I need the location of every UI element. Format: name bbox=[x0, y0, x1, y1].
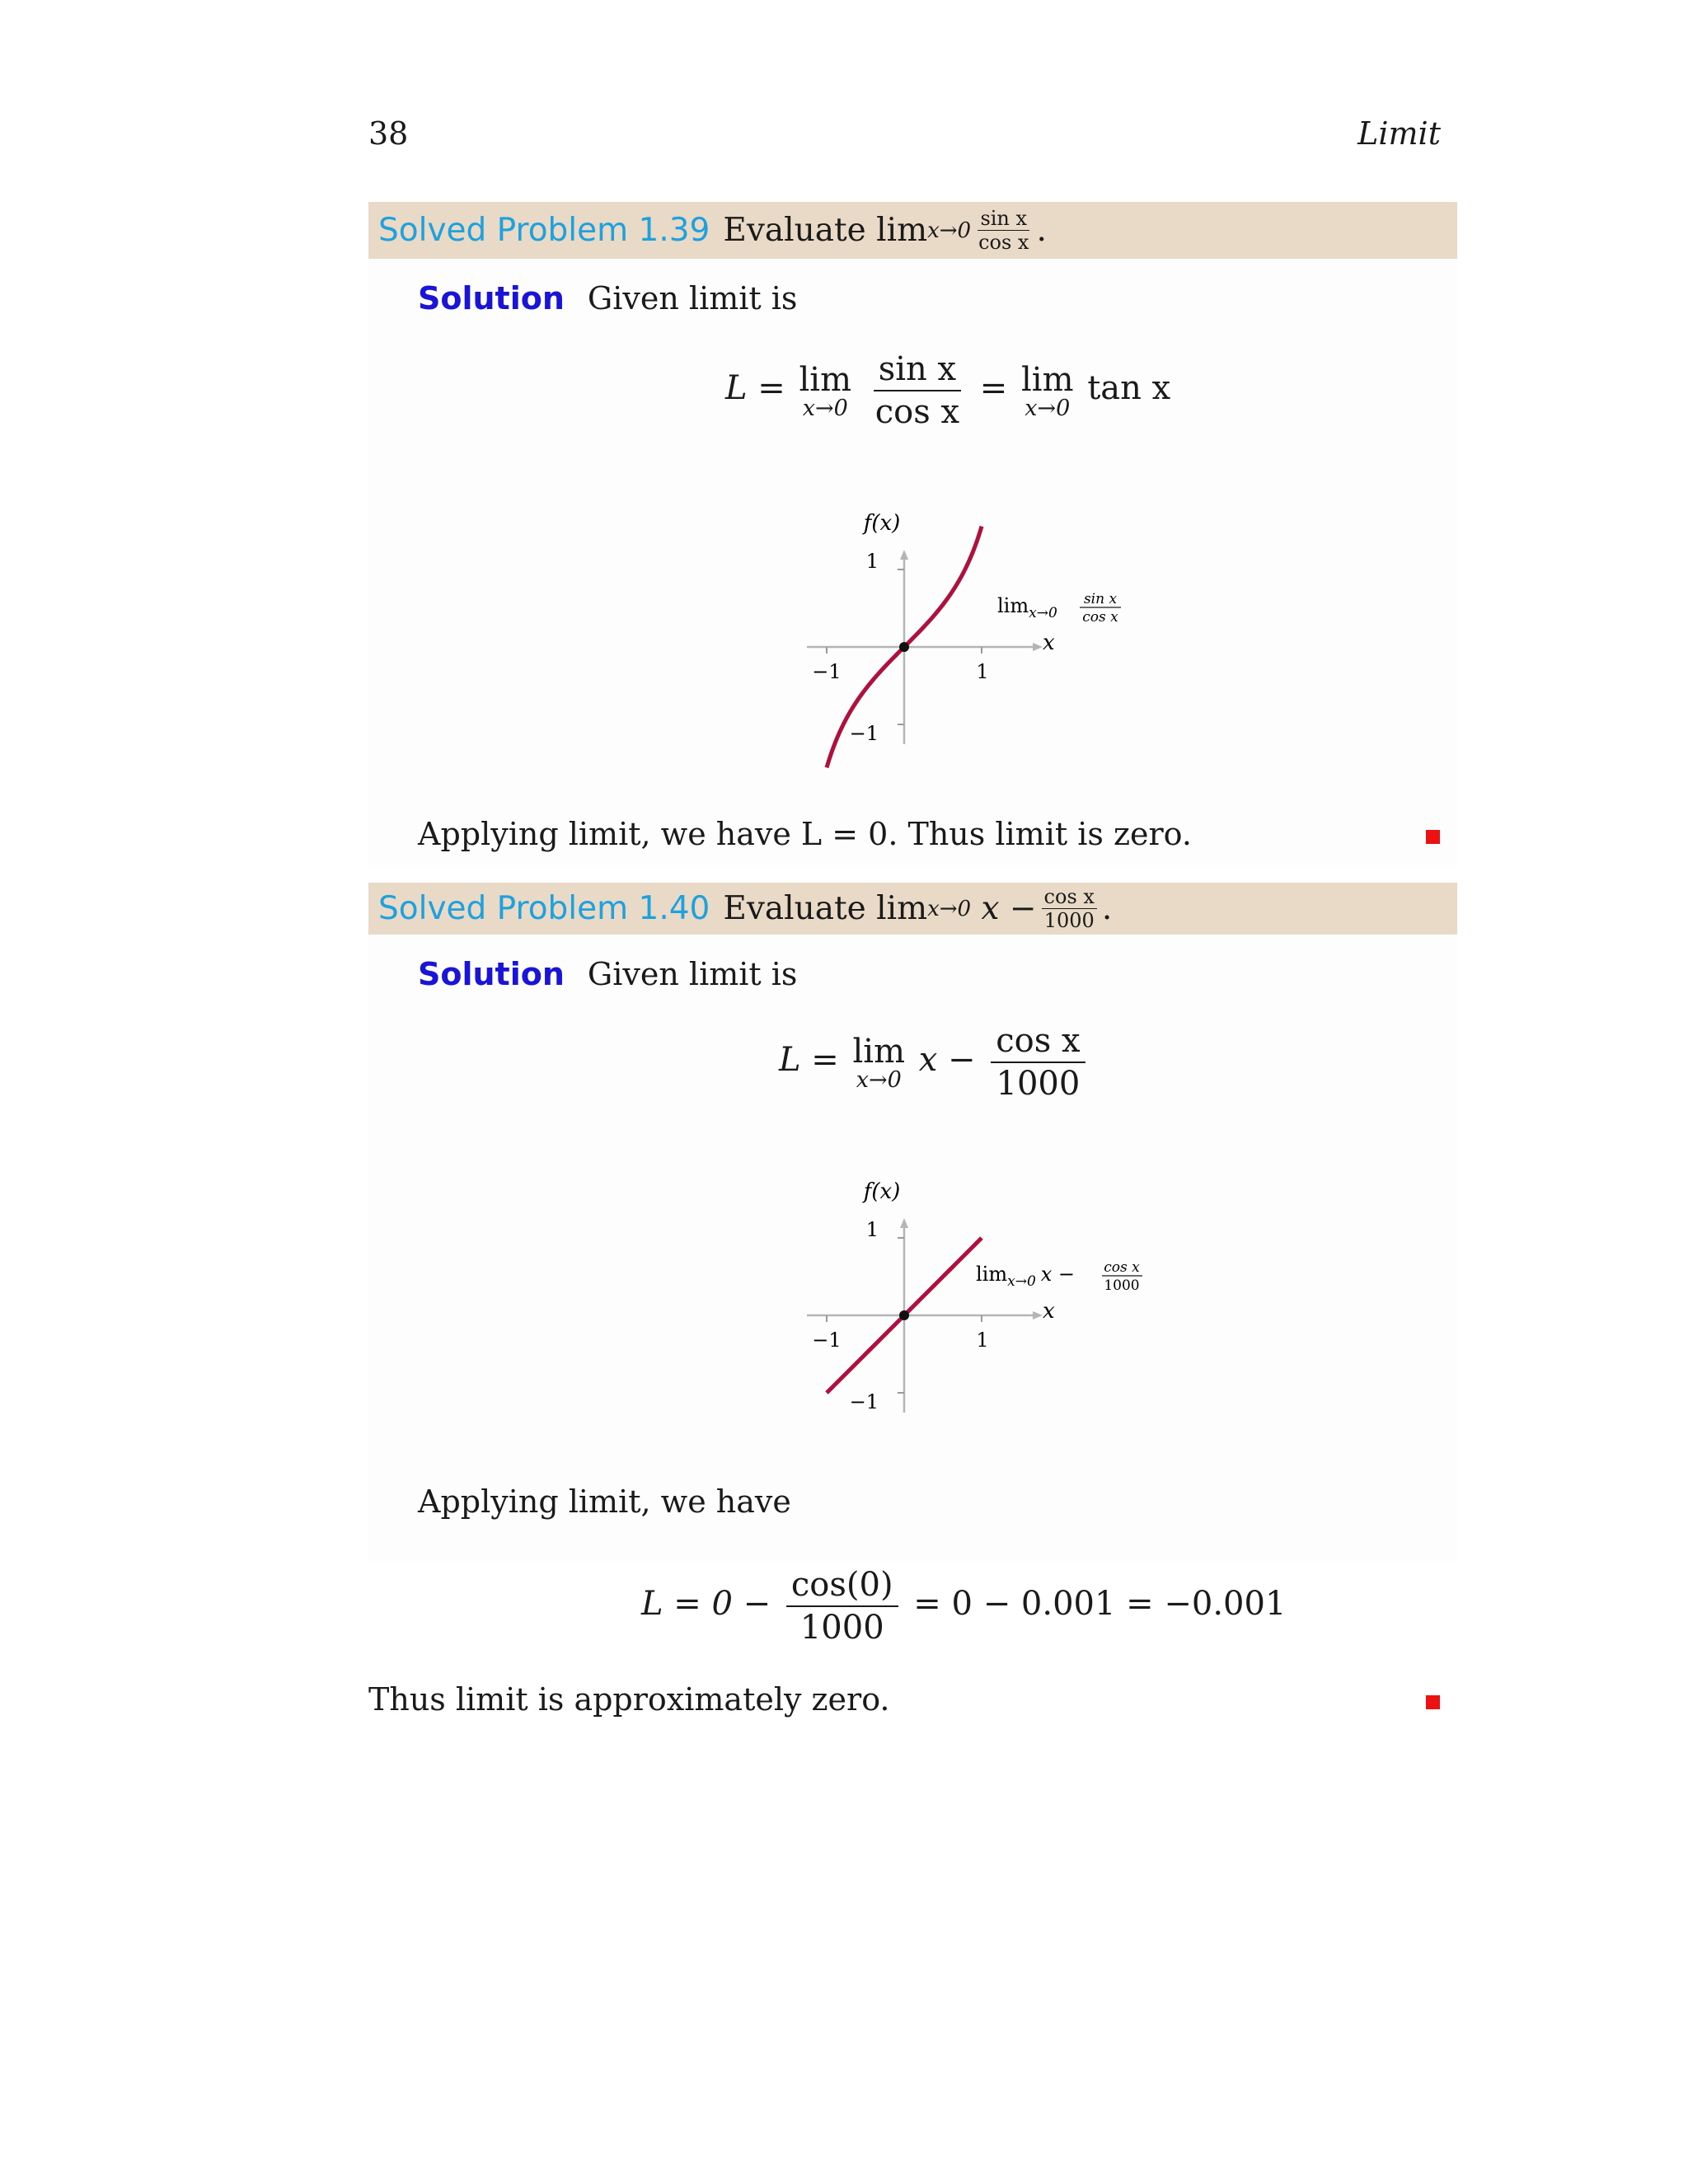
page-number: 38 bbox=[368, 115, 409, 152]
given-text: Given limit is bbox=[587, 280, 798, 316]
solution-label: Solution bbox=[418, 956, 565, 992]
origin-point bbox=[899, 1310, 909, 1320]
x-tick-neg: −1 bbox=[812, 1329, 842, 1352]
problem-prompt: Evaluate bbox=[723, 212, 866, 249]
y-tick-pos: 1 bbox=[865, 550, 879, 573]
eq-equals: = bbox=[979, 369, 1008, 407]
prompt-numerator: sin x bbox=[978, 207, 1029, 231]
x-axis-arrow bbox=[1033, 1311, 1043, 1319]
conclusion-1-39: Applying limit, we have L = 0. Thus limit is zero. bbox=[418, 816, 1192, 852]
eq-rhs-lim: lim x→0 bbox=[1021, 360, 1074, 421]
qed-mark bbox=[1426, 1695, 1440, 1709]
prompt-denominator: 1000 bbox=[1043, 909, 1095, 932]
y-axis-label: f(x) bbox=[863, 1179, 901, 1204]
eq-fraction: $\frac{\text{cos x}}{1000}$ bbox=[991, 1022, 1085, 1103]
equation-1-40 bbox=[779, 1022, 1090, 1103]
origin-point bbox=[899, 642, 909, 652]
y-axis-label: f(x) bbox=[863, 511, 901, 536]
eq-fraction: $\frac{\text{sin x}}{\text{cos x}}$ bbox=[870, 350, 964, 431]
x-tick-neg: −1 bbox=[812, 660, 842, 683]
eq-lim: lim x→0 bbox=[799, 360, 852, 421]
eq-expr: x − bbox=[918, 1041, 976, 1079]
y-axis-arrow bbox=[900, 550, 908, 560]
y-tick-pos: 1 bbox=[865, 1218, 879, 1241]
running-title: Limit bbox=[1357, 115, 1441, 152]
y-tick-neg: −1 bbox=[849, 1390, 879, 1413]
prompt-lim: lim bbox=[876, 212, 928, 249]
final-equation bbox=[641, 1566, 1286, 1647]
chart-tan bbox=[791, 503, 1170, 783]
eq-lhs: L = bbox=[725, 369, 785, 407]
prompt-fraction bbox=[976, 207, 1031, 254]
y-axis-arrow bbox=[900, 1218, 908, 1228]
prompt-lim-sub: x→0 bbox=[927, 218, 972, 243]
chart-linear bbox=[791, 1171, 1170, 1451]
annotation-lim: $\lim_{x\to 0} x$ − bbox=[976, 1263, 1076, 1290]
prompt-expr: x − bbox=[981, 890, 1037, 927]
final-rhs: = 0 − 0.001 = −0.001 bbox=[913, 1585, 1287, 1623]
solution-line bbox=[418, 956, 797, 992]
conclusion-1-40: Thus limit is approximately zero. bbox=[368, 1681, 890, 1718]
annotation-num: sin x bbox=[1083, 591, 1118, 607]
problem-banner: Solved Problem 1.39 Evaluate lim x→0 $\frac{\text{sin x}}{\text{cos x}}$ . bbox=[368, 202, 1457, 259]
final-fraction: $\frac{\cos(0)}{1000}$ bbox=[786, 1566, 898, 1647]
x-tick-pos: 1 bbox=[976, 1329, 989, 1352]
eq-rhs: tan x bbox=[1087, 369, 1171, 407]
x-axis-arrow bbox=[1033, 643, 1043, 651]
problem-prompt: Evaluate bbox=[723, 890, 866, 927]
x-axis-label: x bbox=[1043, 1299, 1055, 1324]
problem-tag: Solved Problem 1.39 bbox=[378, 212, 710, 249]
eq-lhs: L = bbox=[779, 1041, 839, 1079]
prompt-lim-sub: x→0 bbox=[927, 896, 972, 921]
y-tick-neg: −1 bbox=[849, 722, 879, 745]
solution-line bbox=[418, 280, 797, 316]
annotation-num: cos x bbox=[1104, 1259, 1140, 1276]
annotation-den: cos x bbox=[1082, 609, 1118, 626]
prompt-numerator: cos x bbox=[1042, 885, 1097, 909]
applying-text: Applying limit, we have bbox=[418, 1483, 791, 1520]
given-text: Given limit is bbox=[587, 956, 798, 992]
final-lhs: L = 0 − bbox=[641, 1585, 771, 1623]
eq-lim: lim x→0 bbox=[852, 1032, 906, 1093]
x-axis-label: x bbox=[1043, 630, 1055, 655]
prompt-fraction bbox=[1042, 885, 1097, 932]
annotation-lim: $\lim_{x\to 0}$ bbox=[997, 594, 1057, 621]
qed-mark bbox=[1426, 830, 1440, 844]
x-tick-pos: 1 bbox=[976, 660, 989, 683]
annotation-den: 1000 bbox=[1104, 1277, 1140, 1294]
prompt-lim: lim bbox=[876, 890, 928, 927]
problem-tag: Solved Problem 1.40 bbox=[378, 890, 710, 927]
equation-1-39 bbox=[725, 350, 1170, 431]
prompt-denominator: cos x bbox=[978, 231, 1029, 254]
solution-label: Solution bbox=[418, 280, 565, 316]
problem-banner: Solved Problem 1.40 Evaluate lim x→0 x − $\frac{\text{cos x}}{1000}$ . bbox=[368, 883, 1457, 935]
